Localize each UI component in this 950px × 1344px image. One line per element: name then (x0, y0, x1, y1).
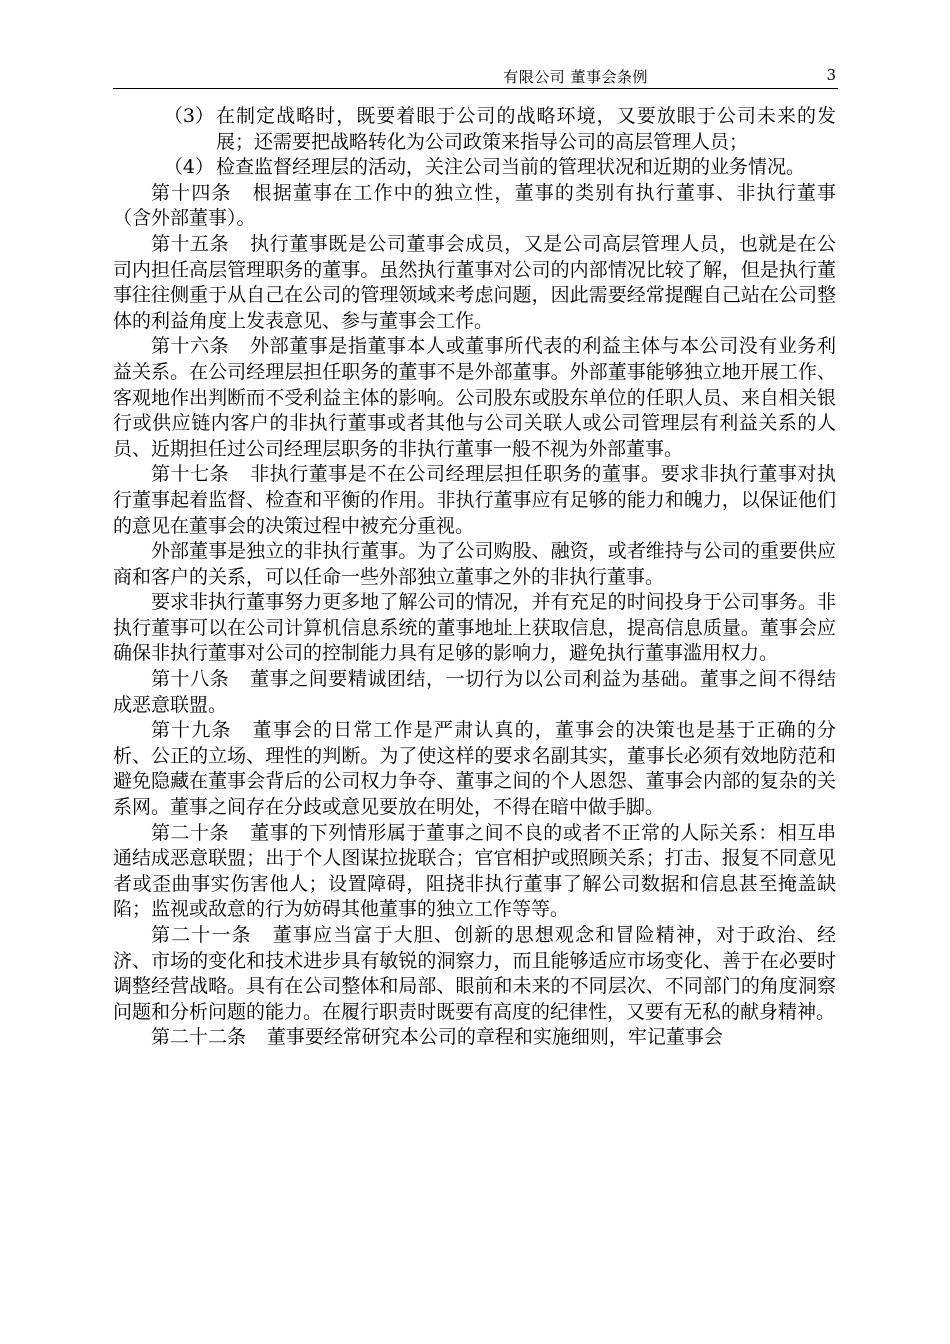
article-text: 执行董事既是公司董事会成员，又是公司高层管理人员，也就是在公司内担任高层管理职务的董事。虽然执行董事对公司的内部情况比较了解，但是执行董事往往侧重于从自己在公司的管理领域来考虑问题，因此需要经常提醒自己站在公司整体的利益角度上发表意见、参与董事会工作。 (113, 232, 836, 332)
article-text: 外部董事是指董事本人或董事所代表的利益主体与本公司没有业务利益关系。在公司经理层担任职务的董事不是外部董事。外部董事能够独立地开展工作、客观地作出判断而不受利益主体的影响。公司股东或股东单位的任职人员、来自相关银行或供应链内客户的非执行董事或者其他与公司关联人或公司管理层有利益关系的人员、近期担任过公司经理层职务的非执行董事一般不视为外部董事。 (113, 335, 836, 460)
article-text: 根据董事在工作中的独立性，董事的类别有执行董事、非执行董事（含外部董事）。 (113, 181, 836, 230)
article-label: 第十九条 (151, 719, 232, 742)
article-text: 董事要经常研究本公司的章程和实施细则，牢记董事会 (266, 1026, 723, 1049)
article-15 (113, 232, 836, 334)
article-text: 非执行董事是不在公司经理层担任职务的董事。要求非执行董事对执行董事起着监督、检查和平衡的作用。非执行董事应有足够的能力和魄力，以保证他们的意见在董事会的决策过程中被充分重视。 (113, 463, 836, 537)
article-16 (113, 334, 836, 462)
list-item-number: （3） (163, 105, 214, 127)
article-19 (113, 718, 836, 820)
article-label: 第二十二条 (151, 1026, 247, 1049)
article-text: 董事的下列情形属于董事之间不良的或者不正常的人际关系：相互串通结成恶意联盟；出于个人图谋拉拢联合；官官相护或照顾关系；打击、报复不同意见者或歪曲事实伤害他人；设置障碍，阻挠非执行董事了解公司数据和信息甚至掩盖缺陷；监视或敌意的行为妨碍其他董事的独立工作等等。 (113, 821, 836, 921)
paragraph-external-directors (113, 539, 836, 590)
article-label: 第二十条 (151, 821, 230, 844)
page-header (113, 64, 838, 89)
page-number: 3 (826, 66, 836, 84)
list-item (113, 104, 836, 155)
list-item (113, 155, 836, 181)
article-label: 第十八条 (151, 668, 230, 691)
paragraph-text: 要求非执行董事努力更多地了解公司的情况，并有充足的时间投身于公司事务。非执行董事可以在公司计算机信息系统的董事地址上获取信息，提高信息质量。董事会应确保非执行董事对公司的控制能力具有足够的影响力，避免执行董事滥用权力。 (113, 591, 836, 665)
header-title: 有限公司 董事会条例 (503, 68, 648, 86)
article-label: 第十六条 (151, 335, 230, 358)
article-text: 董事应当富于大胆、创新的思想观念和冒险精神，对于政治、经济、市场的变化和技术进步具有敏锐的洞察力，而且能够适应市场变化、善于在必要时调整经营战略。具有在公司整体和局部、眼前和未来的不同层次、不同部门的角度洞察问题和分析问题的能力。在履行职责时既要有高度的纪律性，又要有无私的献身精神。 (113, 924, 836, 1023)
article-20 (113, 821, 836, 923)
document-body (113, 104, 836, 1051)
article-label: 第十四条 (151, 181, 232, 204)
paragraph-non-executive-duties (113, 590, 836, 667)
article-label: 第十五条 (151, 232, 230, 255)
article-label: 第二十一条 (151, 924, 252, 946)
article-21 (113, 923, 836, 1025)
list-item-number: （4） (163, 156, 214, 179)
article-label: 第十七条 (151, 463, 230, 486)
article-18 (113, 667, 836, 718)
list-item-text: 检查监督经理层的活动，关注公司当前的管理状况和近期的业务情况。 (216, 156, 806, 179)
article-text: 董事之间要精诚团结，一切行为以公司利益为基础。董事之间不得结成恶意联盟。 (113, 668, 836, 716)
article-text: 董事会的日常工作是严肃认真的，董事会的决策也是基于正确的分析、公正的立场、理性的判断。为了使这样的要求名副其实，董事长必须有效地防范和避免隐藏在董事会背后的公司权力争夺、董事之间的个人恩怨、董事会内部的复杂的关系网。董事之间存在分歧或意见要放在明处，不得在暗中做手脚。 (113, 719, 836, 819)
article-17 (113, 462, 836, 539)
list-item-text: 在制定战略时，既要着眼于公司的战略环境，又要放眼于公司未来的发展；还需要把战略转化为公司政策来指导公司的高层管理人员； (216, 105, 836, 153)
paragraph-text: 外部董事是独立的非执行董事。为了公司购股、融资，或者维持与公司的重要供应商和客户的关系，可以任命一些外部独立董事之外的非执行董事。 (113, 540, 836, 588)
article-14 (113, 181, 836, 232)
article-22 (113, 1025, 836, 1051)
